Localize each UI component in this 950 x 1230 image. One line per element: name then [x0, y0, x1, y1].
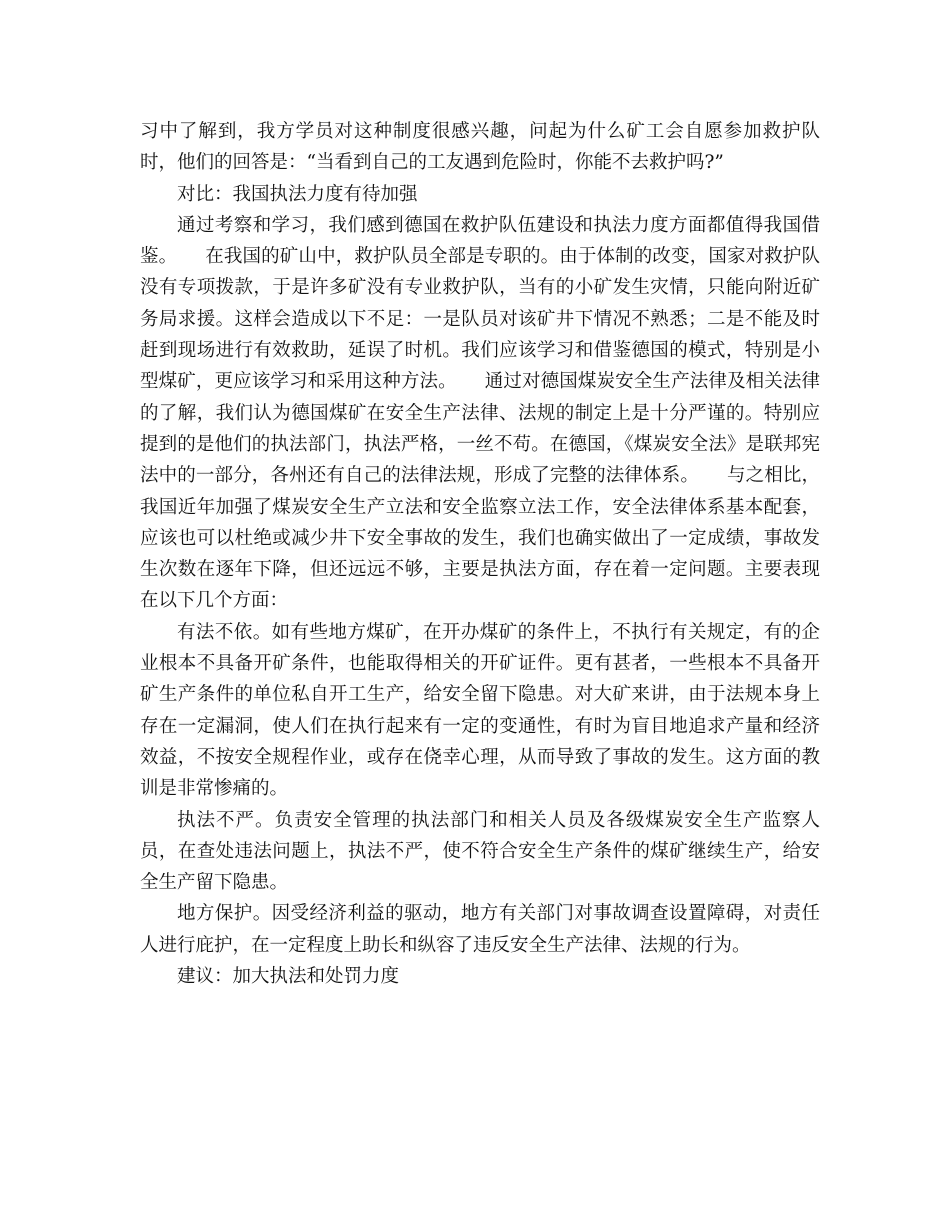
section-heading-suggestion: 建议：加大执法和处罚力度 — [177, 966, 400, 988]
paragraph-inspection-findings: 通过考察和学习，我们感到德国在救护队伍建设和执法力度方面都值得我国借鉴。 在我国的矿山中，救护队员全部是专职的。由于体制的改变，国家对救护队没有专项拨款，于是许多矿没有专业救护队，当有的小矿发生灾情，只能向附近矿务局求援。这样会造成以下不足：一是队员对该矿井下情况不熟悉；二是不能及时赶到现场进行有效救助，延误了时机。我们应该学习和借鉴德国的模式，特别是小型煤矿，更应该学习和采用这种方法。 通过对德国煤炭安全生产法律及相关法律的了解，我们认为德国煤矿在安全生产法律、法规的制定上是十分严谨的。特别应提到的是他们的执法部门，执法严格，一丝不苟。在德国，《煤炭安全法》是联邦宪法中的一部分，各州还有自己的法律法规，形成了完整的法律体系。 与之相比，我国近年加强了煤炭安全生产立法和安全监察立法工作，安全法律体系基本配套，应该也可以杜绝或减少井下安全事故的发生，我们也确实做出了一定成绩，事故发生次数在逐年下降，但还远远不够，主要是执法方面，存在着一定问题。主要表现在以下几个方面： — [140, 214, 820, 612]
section-heading-comparison: 对比：我国执法力度有待加强 — [177, 183, 418, 205]
paragraph-law-not-followed: 有法不依。如有些地方煤矿，在开办煤矿的条件上，不执行有关规定，有的企业根本不具备开矿条件，也能取得相关的开矿证件。更有甚者，一些根本不具备开矿生产条件的单位私自开工生产，给安全留下隐患。对大矿来讲，由于法规本身上存在一定漏洞，使人们在执行起来有一定的变通性，有时为盲目地追求产量和经济效益，不按安全规程作业，或存在侥幸心理，从而导致了事故的发生。这方面的教训是非常惨痛的。 — [140, 621, 820, 800]
paragraph-lax-enforcement: 执法不严。负责安全管理的执法部门和相关人员及各级煤炭安全生产监察人员，在查处违法问题上，执法不严，使不符合安全生产条件的煤矿继续生产，给安全生产留下隐患。 — [140, 809, 820, 894]
document-body — [140, 116, 820, 992]
paragraph-continuation: 习中了解到，我方学员对这种制度很感兴趣，问起为什么矿工会自愿参加救护队时，他们的回答是：“当看到自己的工友遇到危险时，你能不去救护吗?” — [140, 121, 820, 174]
paragraph-local-protectionism: 地方保护。因受经济利益的驱动，地方有关部门对事故调查设置障碍，对责任人进行庇护，在一定程度上助长和纵容了违反安全生产法律、法规的行为。 — [140, 903, 820, 956]
